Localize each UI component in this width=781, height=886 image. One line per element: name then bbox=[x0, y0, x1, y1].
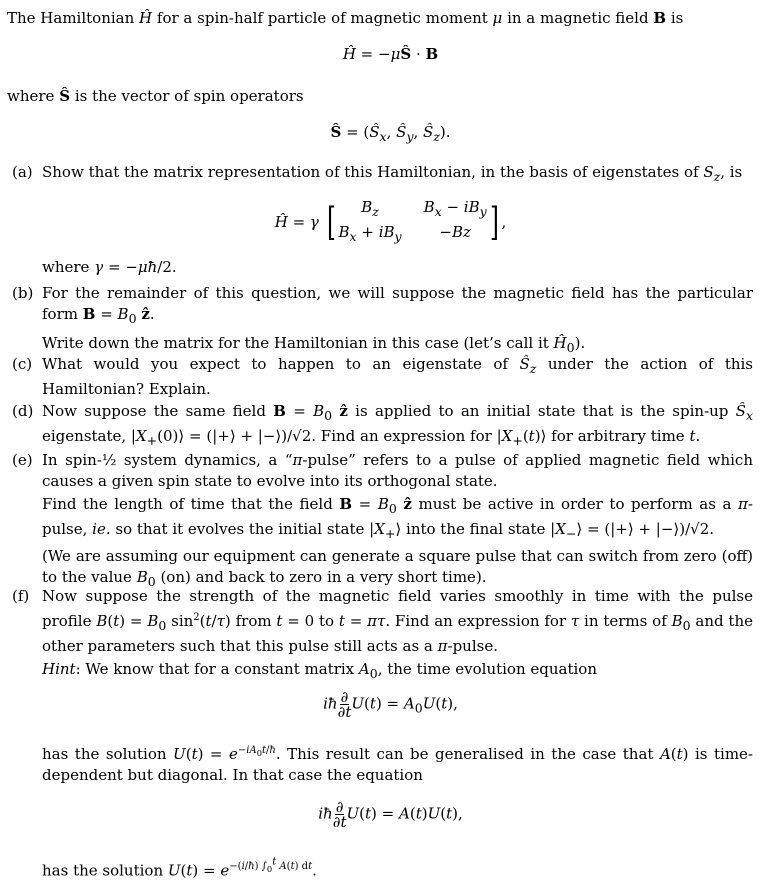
matrix-entry-21: $B_x + iB_y$ bbox=[338, 223, 402, 244]
part-f-label: (f) bbox=[12, 587, 30, 605]
part-f-text: Now suppose the strength of the magnetic field varies smoothly in time with the pulse profile $B(t) = B_0$ $\sin^2(t/\tau)$ from t = 0 to t = πτ. Find an expression for τ in terms of $B_0$ and the other parameters such that this pulse still acts as a π-pulse. Hint: We know that for a constant matrix $A_0$, the time evolution equation bbox=[42, 587, 753, 681]
part-e-label: (e) bbox=[12, 451, 33, 469]
intro-line-1: The Hamiltonian Ĥ for a spin-half particle of magnetic moment μ in a magnetic field B is bbox=[7, 9, 684, 27]
part-c-label: (c) bbox=[12, 355, 33, 373]
part-b-label: (b) bbox=[12, 284, 34, 302]
part-d-text: Now suppose the same field $B = B_0$ ẑ is applied to an initial state that is the spin-up $Ŝ_x$ eigenstate, $|X_+(0)⟩$ = (|+⟩ + |−⟩)/√2. Find an expression for $|X_+(t)⟩$ for arbitrary time t. bbox=[42, 402, 754, 448]
part-c-text: What would you expect to happen to an eigenstate of $Ŝ_z$ under the action of this Hamiltonian? Explain. bbox=[42, 355, 753, 398]
part-e-text: In spin-½ system dynamics, a “π-pulse” refers to a pulse of applied magnetic field which causes a given spin state to evolve into its orthogonal state. Find the length of time that the field $B = B_0$ ẑ must be active in order to perform as a π-pulse, ie. so that it evolves the initial state $|X_+⟩$ into the final state $|X_-⟩$ = (|+⟩ + |−⟩)/√2. (We are assuming our equipment can generate a square pulse that can switch from zero (off) to the value $B_0$ (on) and back to zero in a very short time). bbox=[42, 451, 753, 589]
matrix-entry-12: $B_x - iB_y$ bbox=[423, 198, 487, 219]
intro-line-2: where Ŝ is the vector of spin operators bbox=[7, 87, 304, 105]
equation-spin-vector: Ŝ = ($Ŝ_x$, $Ŝ_y$, $Ŝ_z$). bbox=[330, 123, 451, 144]
equation-hamiltonian: Ĥ = −μŜ · B bbox=[342, 45, 439, 63]
equation-time-evolution-diagonal: iħ $\frac{\partial}{\partial t}$ U(t) = A(t)U(t), bbox=[318, 798, 463, 831]
matrix-entry-11: $B_z$ bbox=[361, 198, 379, 219]
part-a-label: (a) bbox=[12, 163, 33, 181]
question-page: The Hamiltonian Ĥ for a spin-half particle of magnetic moment μ in a magnetic field B is Ĥ = −μŜ · B where Ŝ is the vector of spin operators Ŝ = ($Ŝ_x$, $Ŝ_y$, $Ŝ_z$). (a) Show that the matrix representation of this Hamiltonian, in the basis of eigenstates of $S_z$, is Ĥ = γ [ $B_z$ $B_x - iB_y$ $B_x + iB_y$ −Bz ] , where γ = −μħ/2. (b) For the remainder of this question, we will suppose the magnetic field has the particular form $B = B_0$ ẑ. Write down the matrix for the Hamiltonian in this case (let’s call it $Ĥ_0$). (c) What would you expect to happen to an eigenstate of $Ŝ_z$ under the action of this Hamiltonian? Explain. (d) Now suppose the same field $B = B_0$ ẑ is applied to an initial state that is the spin-up $Ŝ_x$ eigenstate, $|X_+(0)⟩$ = (|+⟩ + |−⟩)/√2. Find an expression for $|X_+(t)⟩$ for arbitrary time t. (e) In spin-½ system dynamics, a “π-pulse” refers to a pulse of applied magnetic field which causes a given spin state to evolve into its orthogonal state. Find the length of time that the field $B = B_0$ ẑ must be active in order to perform as a π-pulse, ie. so that it evolves the initial state $|X_+⟩$ into the final state $|X_-⟩$ = (|+⟩ + |−⟩)/√2. (We are assuming our equipment can generate a square pulse that can switch from zero (off) to the value $B_0$ (on) and back to zero in a very short time). (f) Now suppose the strength of the magnetic field varies smoothly in time with the pulse profile $B(t) = B_0$ $\sin^2(t/\tau)$ from t = 0 to t = πτ. Find an expression for τ in terms of $B_0$ and the other parameters such that this pulse still acts as a π-pulse. Hint: We know that for a constant matrix $A_0$, the time evolution equation iħ $\frac{\partial}{\partial t}$ $U(t) = A_0U(t)$, has the solution $U(t) = e^{-iA_0t/ħ}$. This result can be generalised in the case that A(t) is time-dependent but diagonal. In that case the equation iħ $\frac{\partial}{\partial t}$ U(t) = A(t)U(t), has the solution $U(t) = e^{-(i/ħ) \int_0^t A(t) dt}$. bbox=[0, 0, 781, 886]
equation-matrix: Ĥ = γ [ $B_z$ $B_x - iB_y$ $B_x + iB_y$ −Bz ] , bbox=[0, 198, 781, 246]
matrix-entry-22: −Bz bbox=[439, 223, 471, 241]
part-d-label: (d) bbox=[12, 402, 34, 420]
part-a-text: Show that the matrix representation of this Hamiltonian, in the basis of eigenstates of $S_z$, is bbox=[42, 163, 743, 184]
part-b-text: For the remainder of this question, we will suppose the magnetic field has the particular form $B = B_0$ ẑ. Write down the matrix for the Hamiltonian in this case (let’s call it $Ĥ_0$). bbox=[42, 284, 753, 355]
equation-time-evolution-constant: iħ $\frac{\partial}{\partial t}$ $U(t) = A_0U(t)$, bbox=[323, 688, 458, 721]
